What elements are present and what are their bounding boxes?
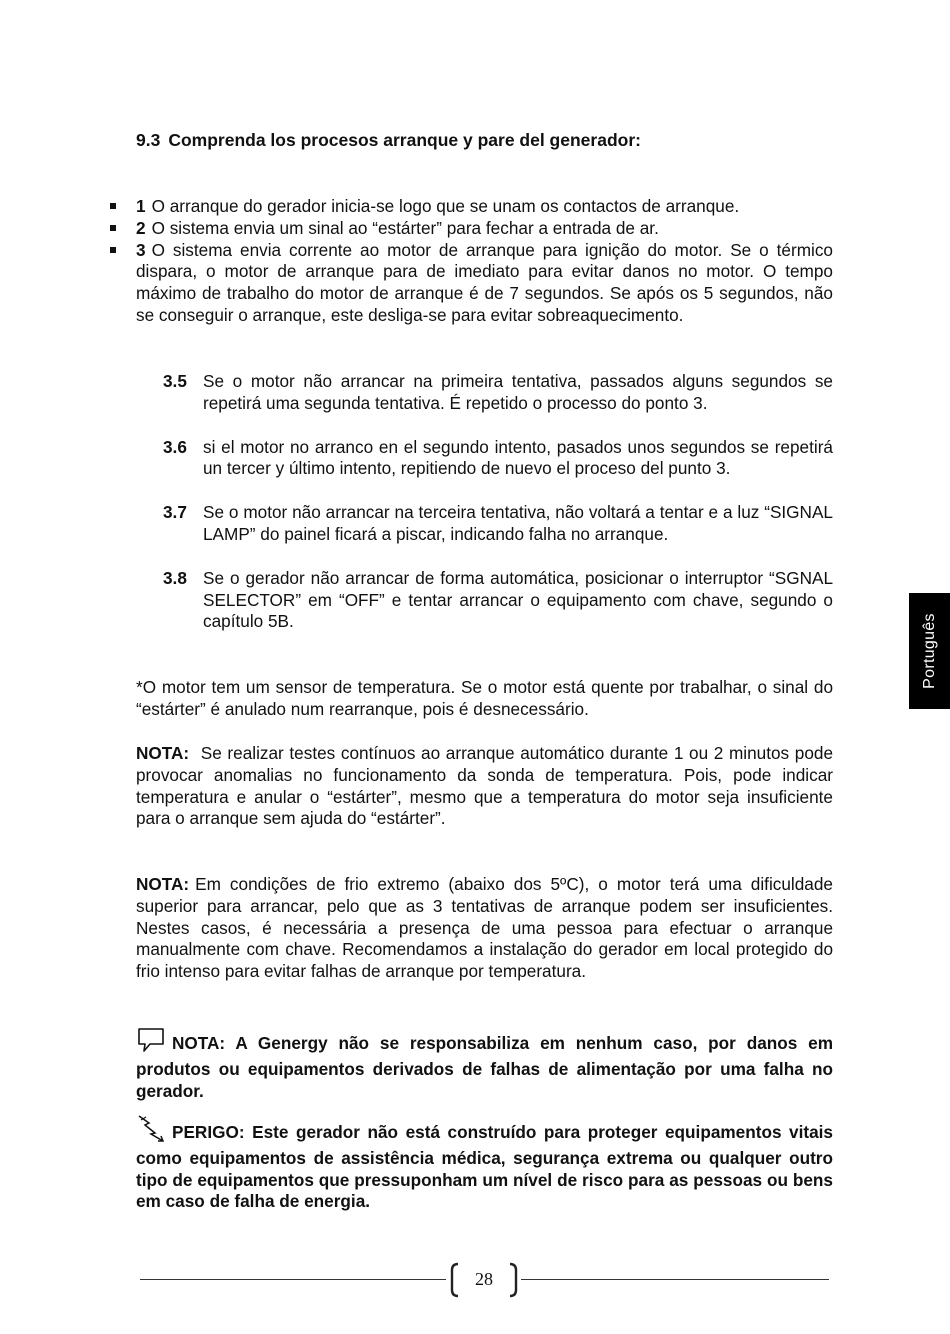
nota-text: Em condições de frio extremo (abaixo dos 5ºC), o motor terá uma dificuldade superior para arrancar, pelo que as 3 tentativas de arranque podem ser insuficientes. Nestes casos, é necessária a presença de uma pessoa para efectuar o arranque manualmente com chave. Recomendamos a instalação do gerador em local protegido do frio intenso para evitar falhas de arranque por temperatura. bbox=[136, 874, 833, 982]
startup-bullet-list bbox=[136, 196, 833, 327]
page-number: 28 bbox=[475, 1269, 493, 1290]
language-label: Português bbox=[920, 613, 938, 689]
section-number: 9.3 bbox=[136, 130, 161, 150]
footer-rule-left bbox=[140, 1279, 446, 1280]
step-item bbox=[163, 437, 833, 481]
perigo-text: PERIGO: Este gerador não está construído para proteger equipamentos vitais como equipamentos de assistência médica, segurança extrema ou qualquer outro tipo de equipamentos que pressuponham um nível de risco para as pessoas ou bens em caso de falha de energia. bbox=[136, 1122, 833, 1212]
bullet-item bbox=[136, 240, 833, 327]
bullet-text: O sistema envia um sinal ao “estárter” para fechar a entrada de ar. bbox=[151, 217, 659, 238]
step-item bbox=[163, 502, 833, 546]
step-number: 3.5 bbox=[163, 371, 187, 391]
nota-text: Se realizar testes contínuos ao arranque automático durante 1 ou 2 minutos pode provocar anomalias no funcionamento da sonda de temperatura. Pois, pode indicar temperatura e anular o “estárter”, mesmo que a temperatura do motor seja insuficiente para o arranque sem ajuda do “estárter”. bbox=[136, 743, 833, 829]
nota-liability-text: NOTA: A Genergy não se responsabiliza em nenhum caso, por danos em produtos ou equipamentos derivados de falhas de alimentação por uma falha no gerador. bbox=[136, 1033, 833, 1101]
sensor-note: *O motor tem um sensor de temperatura. Se o motor está quente por trabalhar, o sinal do “estárter” é anulado num rearranque, pois é desnecessário. bbox=[136, 677, 833, 719]
nota-label: NOTA: bbox=[136, 743, 190, 763]
step-text: Se o motor não arrancar na terceira tentativa, não voltará a tentar e a luz “SIGNAL LAMP” do painel ficará a piscar, indicando falha no arranque. bbox=[203, 502, 833, 544]
footer-rule-right bbox=[521, 1279, 829, 1280]
bullet-text: O arranque do gerador inicia-se logo que se unam os contactos de arranque. bbox=[151, 196, 740, 216]
nota-testing bbox=[136, 743, 833, 830]
perigo-warning bbox=[136, 1114, 833, 1213]
left-bracket-icon bbox=[448, 1262, 460, 1298]
step-number: 3.8 bbox=[163, 567, 187, 588]
nota-cold bbox=[136, 874, 833, 983]
nota-liability bbox=[136, 1027, 833, 1102]
bullet-item bbox=[136, 218, 833, 240]
right-bracket-icon bbox=[508, 1262, 520, 1298]
lightning-hand-icon bbox=[136, 1114, 166, 1148]
bullet-number: 2 bbox=[136, 217, 146, 238]
step-item bbox=[163, 568, 833, 633]
step-text: Se o gerador não arrancar de forma automática, posicionar o interruptor “SGNAL SELECTOR” em “OFF” e tentar arrancar o equipamento com chave, segundo o capítulo 5B. bbox=[203, 567, 833, 632]
bullet-number: 1 bbox=[136, 196, 146, 216]
step-item bbox=[163, 371, 833, 415]
step-text: si el motor no arranco en el segundo intento, pasados unos segundos se repetirá un tercer y último intento, repitiendo de nuevo el proceso del punto 3. bbox=[203, 436, 833, 479]
page-number-box bbox=[448, 1262, 520, 1298]
step-number: 3.7 bbox=[163, 502, 187, 523]
step-text: Se o motor não arrancar na primeira tentativa, passados alguns segundos se repetirá uma segunda tentativa. É repetido o processo do ponto 3. bbox=[203, 371, 833, 413]
bullet-number: 3 bbox=[136, 239, 146, 260]
language-side-tab bbox=[909, 593, 950, 709]
speech-bubble-icon bbox=[136, 1027, 166, 1059]
nota-label: NOTA: bbox=[136, 874, 190, 894]
bullet-item bbox=[136, 196, 833, 218]
section-heading bbox=[136, 130, 833, 152]
bullet-text: O sistema envia corrente ao motor de arranque para ignição do motor. Se o térmico dispara, o motor de arranque para de imediato para evitar danos no motor. O tempo máximo de trabalho do motor de arranque é de 7 segundos. Se após os 5 segundos, não se conseguir o arranque, este desliga-se para evitar sobreaquecimento. bbox=[136, 239, 833, 325]
step-number: 3.6 bbox=[163, 436, 187, 457]
section-title: Comprenda los procesos arranque y pare del generador: bbox=[168, 130, 641, 150]
retry-steps-list bbox=[163, 371, 833, 655]
